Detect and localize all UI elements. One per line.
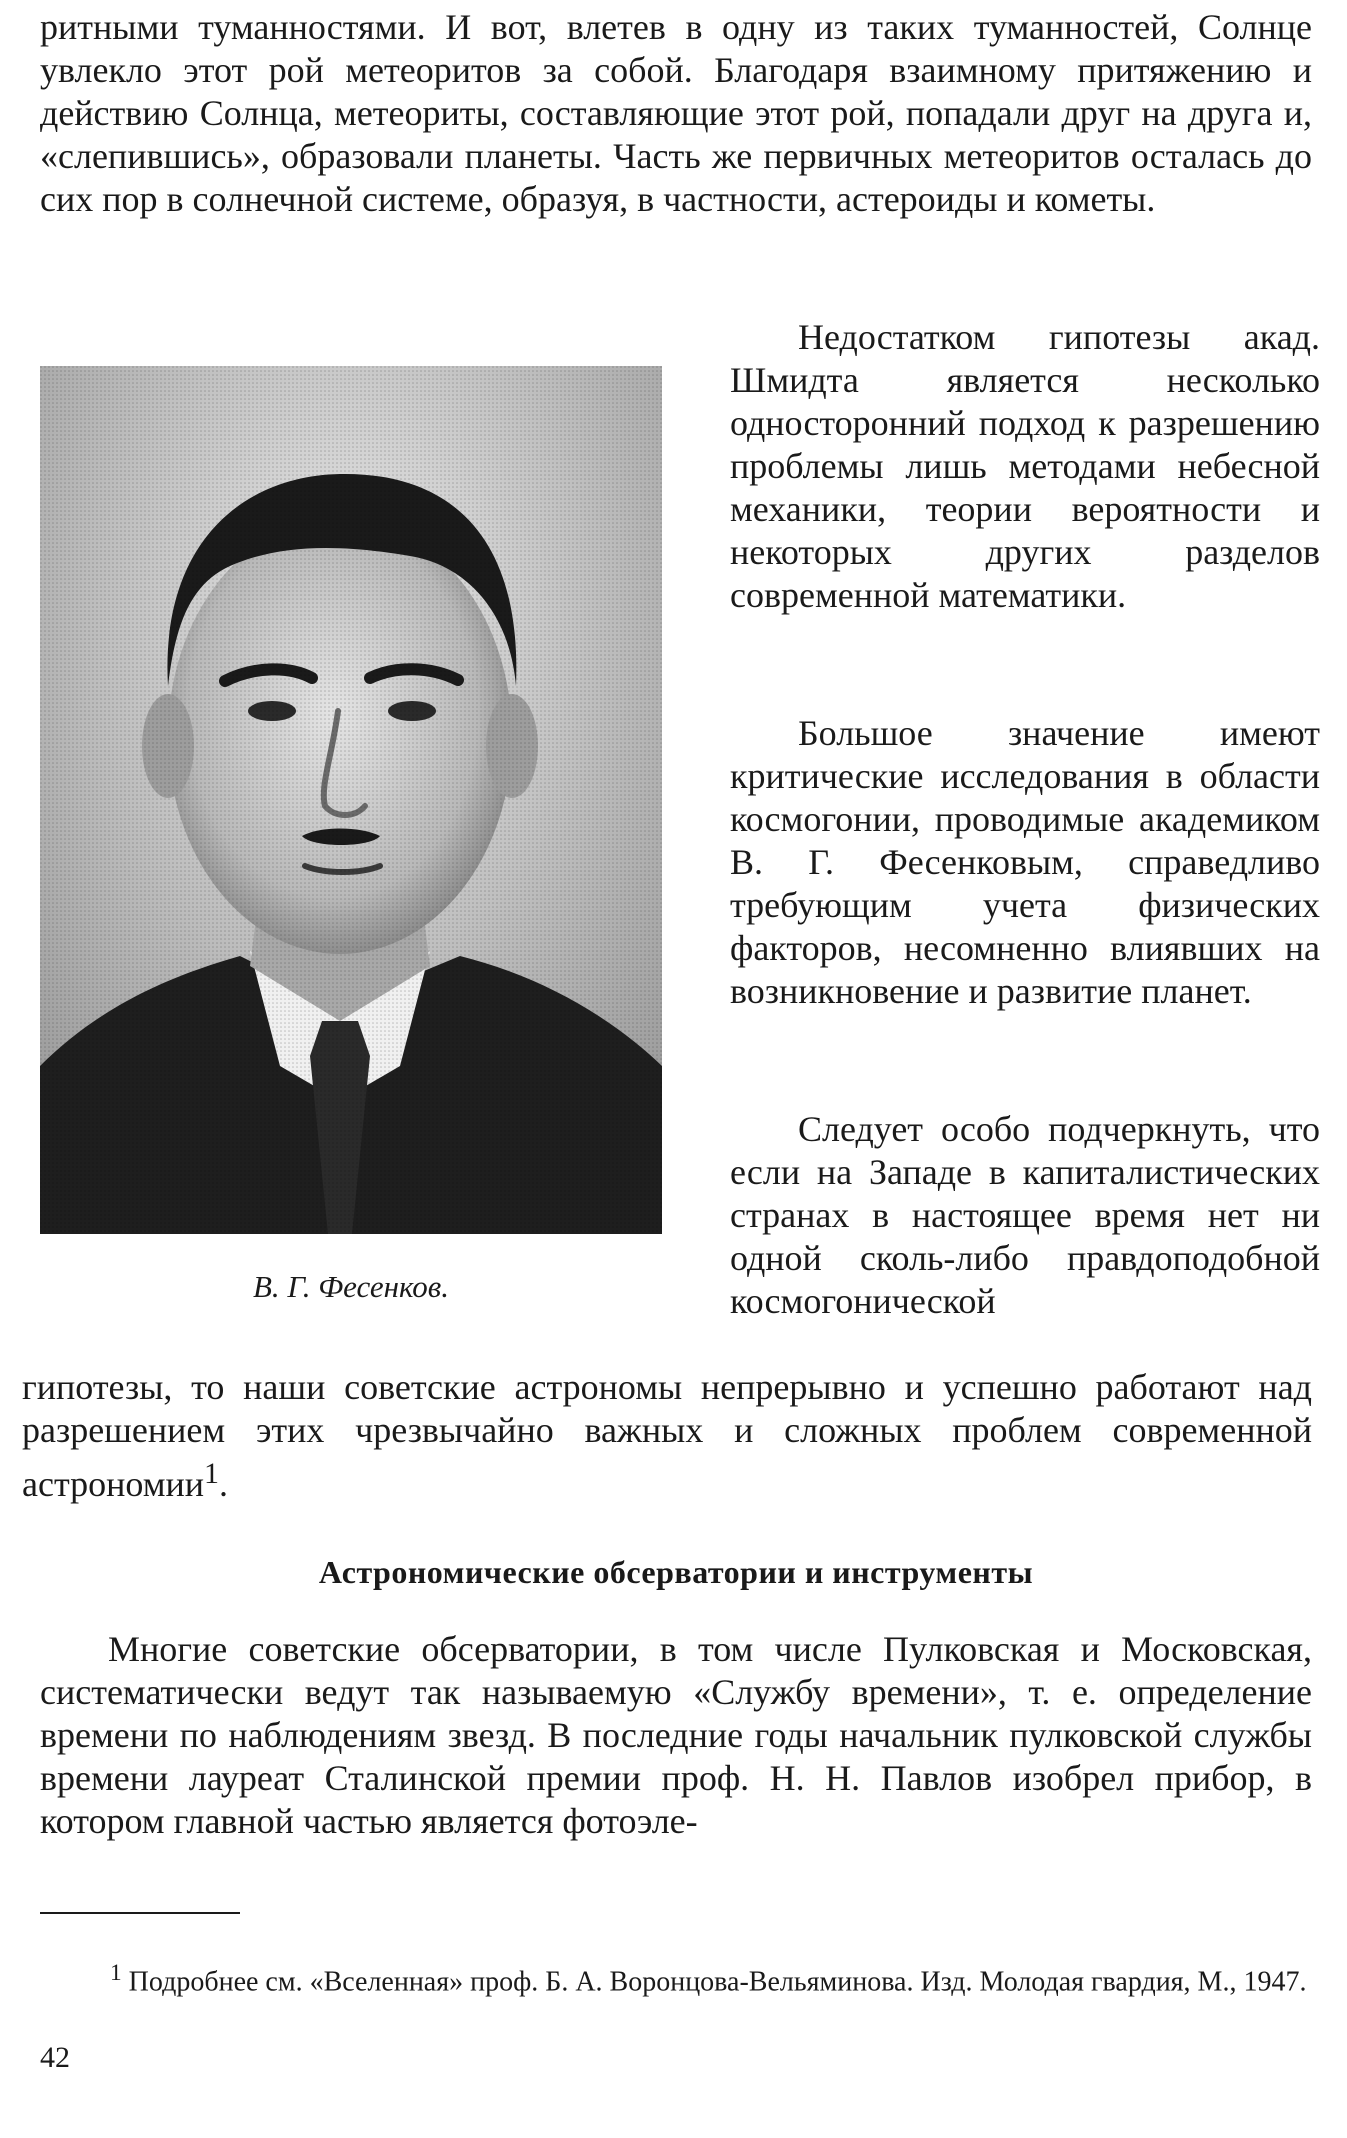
main-paragraph: Многие советские обсерватории, в том числе Пулковская и Московская, систематически ведут так называемую «Службу времени», т. е. определение времени по наблюдениям звезд. В последние годы начальник пулковской службы времени лауреат Сталинской премии проф. Н. Н. Павлов изобрел прибор, в котором главной частью является фотоэле-	[40, 1629, 1312, 1841]
footnote-marker: 1	[110, 1960, 122, 1986]
side-paragraph-2: Большое значение имеют критические исследования в области космогонии, проводимые академиком В. Г. Фесенковым, справедливо требующим учета физических факторов, несомненно влиявших на возникновение и развитие планет.	[730, 713, 1320, 1011]
photo-caption: В. Г. Фесенков.	[252, 1269, 450, 1304]
section-heading: Астрономические обсерватории и инструменты	[318, 1554, 1034, 1590]
side-paragraph-1: Недостатком гипотезы акад. Шмидта является несколько односторонний подход к разрешению проблемы лишь методами небесной механики, теории вероятности и некоторых других разделов современной математики.	[730, 317, 1320, 615]
portrait-photo	[40, 366, 662, 1234]
page-number: 42	[40, 2041, 70, 2074]
footnote	[40, 1956, 1312, 1999]
footnote-reference: 1	[204, 1457, 220, 1490]
portrait-illustration	[40, 366, 662, 1234]
continuation-paragraph: гипотезы, то наши советские астрономы непрерывно и успешно работают над разрешением этих чрезвычайно важных и сложных проблем современной астрономии$^1$.	[22, 1367, 1312, 1504]
side-paragraph-3: Следует особо подчеркнуть, что если на Западе в капиталистических странах в настоящее время нет ни одной сколь-либо правдоподобной космогонической	[730, 1109, 1320, 1321]
footnote-text: Подробнее см. «Вселенная» проф. Б. А. Воронцова-Вельяминова. Изд. Молодая гвардия, М., 1947.	[128, 1966, 1307, 1998]
footnote-divider	[40, 1912, 240, 1914]
continuation-text: гипотезы, то наши советские астрономы непрерывно и успешно работают над разрешением этих чрезвычайно важных и сложных проблем современной астрономии	[22, 1367, 1312, 1504]
intro-paragraph: ритными туманностями. И вот, влетев в одну из таких туманностей, Солнце увлекло этот рой метеоритов за собой. Благодаря взаимному притяжению и действию Солнца, метеориты, составляющие этот рой, попадали друг на друга и, «слепившись», образовали планеты. Часть же первичных метеоритов осталась до сих пор в солнечной системе, образуя, в частности, астероиды и кометы.	[40, 7, 1312, 219]
